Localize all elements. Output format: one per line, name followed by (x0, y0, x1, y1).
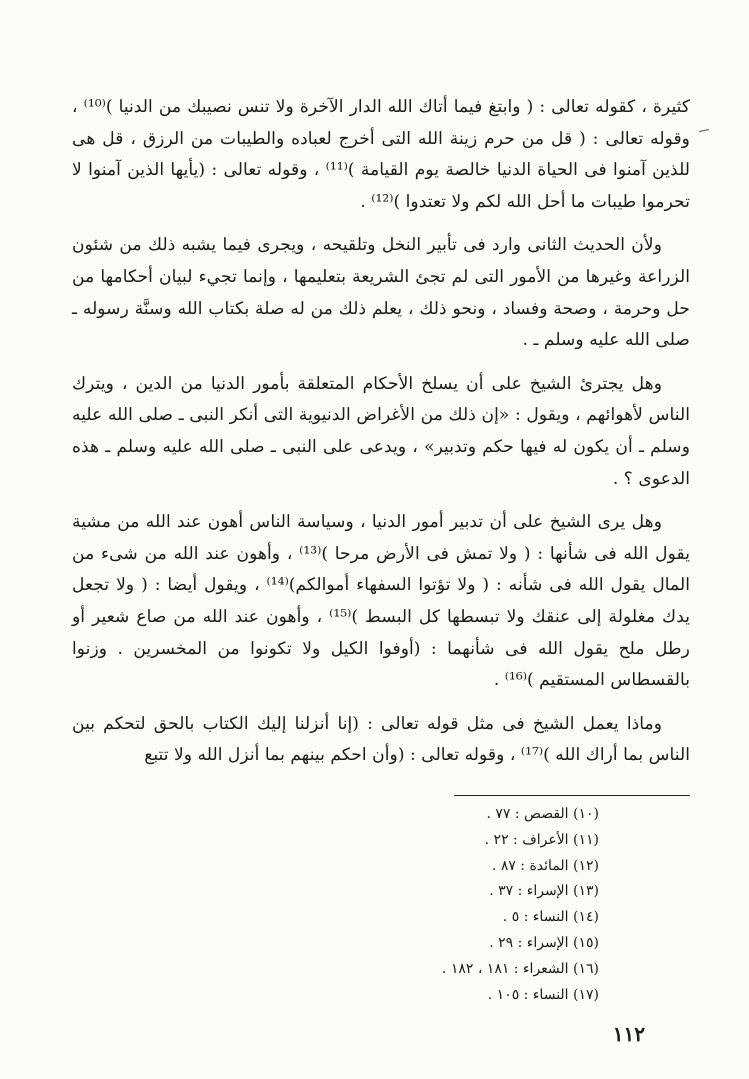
paragraph-4: وهل يرى الشيخ على أن تدبير أمور الدنيا ، وسياسة الناس أهون عند الله من مشية يقول الله فى شأنها : ( ولا تمش فى الأرض مرحا )⁽¹³⁾ ، وأهون عند الله من شىء من المال يقول الله فى شأنه : ( ولا تؤتوا السفهاء أموالكم)⁽¹⁴⁾ ، ويقول أيضا : ( ولا تجعل يدك مغلولة إلى عنقك ولا تبسطها كل البسط )⁽¹⁵⁾ ، وأهون عند الله من صاع شعير أو رطل ملح يقول الله فى شأنهما : (أوفوا الكيل ولا تكونوا من المخسرين . وزنوا بالقسطاس المستقيم )⁽¹⁶⁾ . (72, 512, 691, 691)
paragraph-1: كثيرة ، كقوله تعالى : ( وابتغ فيما أتاك الله الدار الآخرة ولا تنس نصيبك من الدنيا )⁽¹⁰⁾ ، وقوله تعالى : ( قل من حرم زينة الله التى أخرج لعباده والطيبات من الرزق ، قل هى للذين آمنوا فى الحياة الدنيا خالصة يوم القيامة )⁽¹¹⁾ ، وقوله تعالى : (يأيها الذين آمنوا لا تحرموا طيبات ما أحل الله لكم ولا تعتدوا )⁽¹²⁾ . (72, 97, 691, 212)
footnote-item: (١١) الأعراف : ٢٢ . (484, 831, 599, 848)
footnotes-list (379, 802, 599, 1008)
footnote-item: (١٥) الإسراء : ٢٩ . (489, 934, 599, 951)
footnote-item: (١٦) الشعراء : ١٨١ ، ١٨٢ . (441, 960, 599, 977)
main-text (72, 92, 690, 772)
footnote-item: (١٣) الإسراء : ٣٧ . (489, 883, 599, 900)
footnote-item: (١٠) القصص : ٧٧ . (486, 806, 599, 822)
paragraph-2: ولأن الحديث الثانى وارد فى تأبير النخل وتلقيحه ، ويجرى فيما يشبه ذلك من شئون الزراعة وغيرها من الأمور التى لم تجئ الشريعة بتعليمها ، وإنما تجيء لبيان أحكامها من حل وحرمة ، وصحة وفساد ، ونحو ذلك ، يعلم ذلك من له صلة بكتاب الله وسنَّة رسوله ـ صلى الله عليه وسلم ـ . (72, 235, 690, 351)
footnote-divider (454, 795, 690, 796)
margin-mark (699, 129, 709, 132)
footnote-item: (١٤) النساء : ٥ . (502, 909, 599, 926)
footnote-item: (١٢) المائدة : ٨٧ . (491, 857, 599, 874)
paragraph-3: وهل يجترئ الشيخ على أن يسلخ الأحكام المتعلقة بأمور الدنيا من الدين ، ويترك الناس لأهوائهم ، ويقول : «إن ذلك من الأغراض الدنيوية التى أنكر النبى ـ صلى الله عليه وسلم ـ أن يكون له فيها حكم وتدبير» ، ويدعى على النبى ـ صلى الله عليه وسلم ـ هذه الدعوى ؟ . (72, 373, 690, 489)
page-number: ١١٢ (612, 1022, 645, 1046)
footnote-item: (١٧) النساء : ١٠٥ . (487, 986, 599, 1003)
paragraph-5: وماذا يعمل الشيخ فى مثل قوله تعالى : (إنا أنزلنا إليك الكتاب بالحق لتحكم بين الناس بما أراك الله )⁽¹⁷⁾ ، وقوله تعالى : (وأن احكم بينهم بما أنزل الله ولا تتبع (72, 713, 690, 766)
